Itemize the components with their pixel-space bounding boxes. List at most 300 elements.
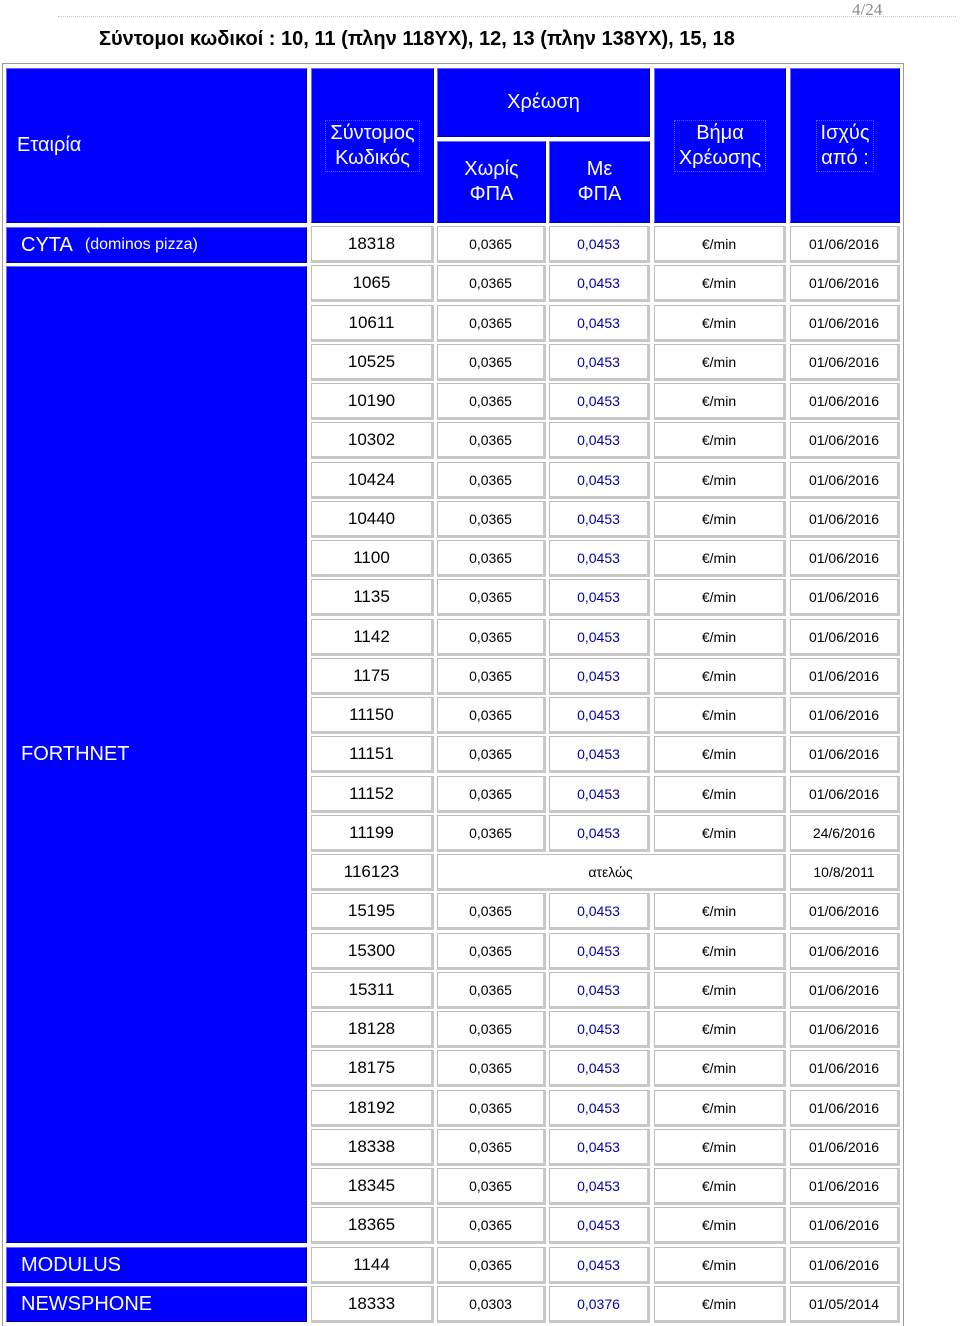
row-charge-with-vat [549,972,650,1009]
company-newsphone-label: NEWSPHONE [21,1292,153,1315]
row-code-text: 1065 [352,272,391,292]
row-charge-with-vat [549,736,650,773]
row-charge-no-vat-text: 0,0303 [469,1295,512,1312]
row-valid-from-text: 01/06/2016 [808,1059,880,1076]
row-charge-no-vat [437,658,546,695]
row-valid-from-text: 01/06/2016 [808,1020,880,1037]
row-charge-with-vat-text: 0,0453 [577,353,620,370]
row-charge-with-vat [549,579,650,616]
row-charge-with-vat-text: 0,0453 [577,902,620,919]
row-charge-step [654,658,786,695]
row-charge-no-vat-text: 0,0365 [469,824,512,841]
row-valid-from-text: 01/06/2016 [808,549,880,566]
row-charge-with-vat-text: 0,0453 [577,1138,620,1155]
row-charge-step-text: €/min [701,785,737,802]
row-charge-with-vat [549,1207,650,1244]
company-modulus-label: MODULUS [21,1253,122,1276]
row-charge-step [654,540,786,577]
row-code-text: 15300 [347,940,396,960]
row-charge-step-text: €/min [701,314,737,331]
row-charge-step [654,815,786,852]
row-charge-step-text: €/min [701,1216,737,1233]
row-charge-no-vat-text: 0,0365 [469,1138,512,1155]
row-charge-step-text: €/min [701,392,737,409]
row-charge-step [654,462,786,499]
row-charge-with-vat [549,776,650,813]
row-charge-step [654,305,786,342]
row-charge-with-vat [549,305,650,342]
row-code [311,540,434,577]
row-code [311,933,434,970]
row-charge-no-vat [437,344,546,381]
row-charge-with-vat [549,383,650,420]
row-charge-with-vat-text: 0,0453 [577,706,620,723]
row-charge-with-vat [549,344,650,381]
row-code-text: 18192 [347,1097,396,1117]
row-charge-step [654,501,786,538]
row-valid-from [790,815,900,852]
row-charge-no-vat-text: 0,0365 [469,785,512,802]
row-code-text: 18345 [347,1175,396,1195]
row-charge-with-vat-text: 0,0453 [577,471,620,488]
row-charge-step [654,1050,786,1087]
row-charge-step-text: €/min [701,1020,737,1037]
row-valid-from-text: 24/6/2016 [812,824,876,841]
row-charge-step-text: €/min [701,235,737,252]
row-charge-step [654,619,786,656]
row-charge-step-text: €/min [701,1256,737,1273]
row-valid-from [790,462,900,499]
row-charge-no-vat [437,1286,546,1323]
row-charge-no-vat-text: 0,0365 [469,942,512,959]
row-charge-step-text: €/min [701,824,737,841]
row-charge-step [654,1207,786,1244]
company-forthnet [6,266,307,1243]
header-code-line1: Σύντομος [330,121,415,144]
row-code-text: 18128 [347,1018,396,1038]
row-valid-from-text: 01/06/2016 [808,1256,880,1273]
row-charge-with-vat [549,1286,650,1323]
row-valid-from [790,933,900,970]
row-code [311,658,434,695]
row-valid-from [790,1011,900,1048]
row-charge-no-vat-text: 0,0365 [469,667,512,684]
row-charge-step-text: €/min [701,1177,737,1194]
row-valid-from-text: 01/06/2016 [808,628,880,645]
row-valid-from-text: 01/06/2016 [808,1177,880,1194]
header-charge-label: Χρέωση [507,91,580,113]
row-charge-step [654,422,786,459]
row-charge-with-vat [549,462,650,499]
row-charge-step-text: €/min [701,667,737,684]
row-charge-step [654,226,786,263]
row-charge-step-text: €/min [701,588,737,605]
row-charge-no-vat [437,265,546,302]
row-charge-no-vat [437,893,546,930]
row-charge-no-vat-text: 0,0365 [469,1059,512,1076]
row-valid-from [790,422,900,459]
row-valid-from-text: 01/06/2016 [808,981,880,998]
row-charge-no-vat-text: 0,0365 [469,902,512,919]
row-code [311,893,434,930]
row-code-text: 10440 [347,508,396,528]
row-charge-no-vat-text: 0,0365 [469,1216,512,1233]
row-code-text: 1142 [353,626,390,646]
row-code [311,776,434,813]
row-charge-step [654,1011,786,1048]
row-charge-with-vat [549,815,650,852]
row-valid-from-text: 01/06/2016 [808,706,880,723]
row-valid-from [790,736,900,773]
row-charge-step [654,1286,786,1323]
row-charge-no-vat-text: 0,0365 [469,706,512,723]
row-charge-with-vat-text: 0,0453 [577,588,620,605]
row-code [311,462,434,499]
row-code [311,1129,434,1166]
row-charge-no-vat-text: 0,0365 [469,392,512,409]
row-charge-with-vat [549,1247,650,1284]
row-charge-no-vat [437,697,546,734]
row-charge-no-vat [437,776,546,813]
row-code [311,344,434,381]
row-charge-step-text: €/min [701,1295,737,1312]
row-valid-from [790,697,900,734]
row-charge-no-vat-text: 0,0365 [469,981,512,998]
row-charge-no-vat [437,736,546,773]
row-charge-no-vat [437,619,546,656]
row-code-text: 18338 [347,1136,396,1156]
row-valid-from [790,383,900,420]
row-charge-no-vat-text: 0,0365 [469,588,512,605]
row-valid-from-text: 01/06/2016 [808,471,880,488]
row-charge-step [654,1090,786,1127]
row-charge-no-vat-text: 0,0365 [469,510,512,527]
row-code [311,579,434,616]
row-charge-step [654,265,786,302]
row-code [311,383,434,420]
row-valid-from-text: 01/06/2016 [808,942,880,959]
row-charge-no-vat-text: 0,0365 [469,1020,512,1037]
row-valid-from [790,1207,900,1244]
row-code-text: 11199 [349,822,394,842]
row-code [311,226,434,263]
row-charge-step-text: €/min [701,745,737,762]
row-charge-no-vat-text: 0,0365 [469,235,512,252]
row-charge-step [654,697,786,734]
header-no-vat-line1: Χωρίς [464,158,519,180]
row-charge-step-text: €/min [701,353,737,370]
page-number: 4/24 [852,0,883,19]
row-code-text: 15195 [347,900,396,920]
row-code [311,1050,434,1087]
header-valid-from [790,68,900,223]
row-valid-from-text: 01/06/2016 [808,785,880,802]
row-code [311,1168,434,1205]
row-charge-step [654,344,786,381]
row-charge-with-vat [549,697,650,734]
row-valid-from-text: 01/06/2016 [808,745,880,762]
row-charge-step-text: €/min [701,471,737,488]
row-charge-with-vat-text: 0,0453 [577,628,620,645]
row-valid-from-text: 01/06/2016 [808,1138,880,1155]
company-cyta-label: CYTA [21,233,73,256]
row-code [311,1011,434,1048]
row-charge-with-vat [549,1050,650,1087]
row-charge-step [654,1247,786,1284]
header-step-line1: Βήμα [696,121,744,144]
row-charge-step [654,972,786,1009]
row-valid-from [790,854,900,891]
row-code [311,265,434,302]
row-valid-from-text: 01/05/2014 [808,1295,880,1312]
row-code-text: 10424 [347,469,396,489]
row-valid-from [790,1129,900,1166]
row-charge-with-vat-text: 0,0453 [577,1059,620,1076]
row-valid-from [790,501,900,538]
row-code [311,1090,434,1127]
row-charge-with-vat [549,1168,650,1205]
row-charge-step-text: €/min [701,274,737,291]
company-modulus [6,1247,307,1283]
row-code [311,972,434,1009]
header-valid-line1: Ισχύς [820,121,870,144]
row-charge-step [654,893,786,930]
row-charge-no-vat [437,305,546,342]
row-valid-from [790,1168,900,1205]
row-charge-no-vat [437,462,546,499]
row-charge-no-vat [437,1011,546,1048]
row-valid-from [790,579,900,616]
row-code-text: 116123 [343,861,400,881]
row-charge-no-vat-text: 0,0365 [469,1099,512,1116]
row-valid-from-text: 01/06/2016 [808,902,880,919]
row-charge-with-vat [549,1129,650,1166]
row-valid-from [790,619,900,656]
row-charge-with-vat-text: 0,0453 [577,745,620,762]
header-with-vat [549,141,650,223]
row-code-text: 1100 [353,547,390,567]
row-charge-with-vat-text: 0,0453 [577,392,620,409]
row-charge-with-vat-text: 0,0453 [577,510,620,527]
company-cyta-note: (dominos pizza) [84,236,198,253]
row-charge-with-vat-text: 0,0453 [577,785,620,802]
row-charge-with-vat [549,501,650,538]
row-valid-from-text: 01/06/2016 [808,1099,880,1116]
row-charge-no-vat [437,972,546,1009]
row-valid-from [790,540,900,577]
row-charge-no-vat [437,1090,546,1127]
row-charge-step-text: €/min [701,706,737,723]
row-charge-no-vat-text: 0,0365 [469,274,512,291]
header-company [6,68,307,223]
row-charge-step-text: €/min [701,1138,737,1155]
header-company-label: Εταιρία [17,134,82,156]
row-valid-from [790,972,900,1009]
row-valid-from [790,1090,900,1127]
row-charge-with-vat [549,1090,650,1127]
row-code-text: 1144 [353,1254,390,1274]
header-step [654,68,786,223]
row-charge-step [654,933,786,970]
row-charge-with-vat [549,933,650,970]
row-code [311,1286,434,1323]
row-code [311,854,434,891]
row-charge-step [654,1129,786,1166]
row-charge-step [654,1168,786,1205]
row-charge-with-vat-text: 0,0453 [577,314,620,331]
row-charge-with-vat-text: 0,0376 [577,1295,620,1312]
row-valid-from [790,265,900,302]
row-charge-with-vat [549,1011,650,1048]
row-code-text: 1135 [353,586,390,606]
row-valid-from-text: 01/06/2016 [808,314,880,331]
row-valid-from [790,344,900,381]
header-valid-line2: από : [821,146,869,169]
row-charge-with-vat-text: 0,0453 [577,1020,620,1037]
row-code-text: 18333 [347,1293,396,1313]
row-valid-from-text: 01/06/2016 [808,353,880,370]
row-charge-step-text: €/min [701,549,737,566]
row-charge-no-vat [437,540,546,577]
row-free-charge-text: ατελώς [588,863,633,880]
row-charge-with-vat [549,265,650,302]
row-code-text: 11151 [349,743,394,763]
row-valid-from [790,305,900,342]
header-code [311,68,434,223]
company-cyta [6,227,307,263]
row-code-text: 10611 [348,312,395,332]
row-charge-with-vat [549,540,650,577]
row-valid-from [790,1247,900,1284]
row-charge-with-vat-text: 0,0453 [577,431,620,448]
row-code-text: 18365 [347,1214,396,1234]
row-charge-with-vat [549,658,650,695]
row-charge-step [654,383,786,420]
row-charge-no-vat [437,933,546,970]
row-charge-no-vat [437,383,546,420]
row-charge-step-text: €/min [701,1059,737,1076]
row-charge-step-text: €/min [701,942,737,959]
row-charge-step-text: €/min [701,628,737,645]
row-valid-from-text: 01/06/2016 [808,588,880,605]
row-charge-no-vat [437,1247,546,1284]
row-valid-from [790,893,900,930]
row-charge-with-vat [549,226,650,263]
row-code [311,1207,434,1244]
row-code [311,697,434,734]
row-charge-no-vat-text: 0,0365 [469,471,512,488]
row-charge-step [654,776,786,813]
row-valid-from [790,658,900,695]
row-charge-no-vat-text: 0,0365 [469,1177,512,1194]
row-charge-step-text: €/min [701,981,737,998]
row-charge-with-vat-text: 0,0453 [577,667,620,684]
row-charge-with-vat-text: 0,0453 [577,1216,620,1233]
row-charge-no-vat [437,226,546,263]
row-valid-from-text: 01/06/2016 [808,510,880,527]
row-charge-with-vat-text: 0,0453 [577,1256,620,1273]
row-charge-no-vat [437,815,546,852]
row-code-text: 10302 [347,429,396,449]
row-code [311,619,434,656]
row-charge-no-vat-text: 0,0365 [469,353,512,370]
row-valid-from-text: 01/06/2016 [808,431,880,448]
company-forthnet-label: FORTHNET [21,743,130,765]
row-code [311,815,434,852]
row-code-text: 11150 [349,704,394,724]
row-charge-with-vat-text: 0,0453 [577,1099,620,1116]
row-charge-with-vat-text: 0,0453 [577,274,620,291]
header-with-vat-line2: ΦΠΑ [577,183,622,205]
row-code-text: 10190 [347,390,396,410]
row-charge-no-vat-text: 0,0365 [469,314,512,331]
row-charge-no-vat [437,1168,546,1205]
header-code-line2: Κωδικός [335,146,410,169]
row-charge-with-vat [549,422,650,459]
row-charge-no-vat [437,501,546,538]
row-free-charge [437,854,786,891]
row-code-text: 15311 [348,979,395,999]
row-code-text: 11152 [349,783,394,803]
row-charge-step-text: €/min [701,510,737,527]
row-code [311,422,434,459]
row-code [311,1247,434,1284]
row-charge-no-vat-text: 0,0365 [469,431,512,448]
row-charge-step [654,579,786,616]
row-valid-from-text: 01/06/2016 [808,274,880,291]
row-charge-no-vat-text: 0,0365 [469,549,512,566]
row-valid-from-text: 01/06/2016 [808,667,880,684]
row-valid-from [790,1050,900,1087]
row-valid-from-text: 01/06/2016 [808,392,880,409]
row-valid-from [790,226,900,263]
row-code-text: 1175 [353,665,390,685]
header-rule [58,16,956,17]
header-charge [437,68,650,137]
row-code-text: 18318 [347,233,396,253]
row-charge-with-vat-text: 0,0453 [577,824,620,841]
row-valid-from-text: 10/8/2011 [813,863,875,880]
row-code-text: 10525 [347,351,396,371]
row-code-text: 18175 [347,1057,396,1077]
header-with-vat-line1: Με [586,158,613,180]
row-charge-no-vat [437,1050,546,1087]
row-charge-no-vat-text: 0,0365 [469,745,512,762]
row-charge-step [654,736,786,773]
header-no-vat-line2: ΦΠΑ [469,183,514,205]
header-no-vat [437,141,546,223]
row-code [311,305,434,342]
row-charge-no-vat [437,1129,546,1166]
row-valid-from [790,1286,900,1323]
row-charge-with-vat-text: 0,0453 [577,1177,620,1194]
row-charge-no-vat [437,579,546,616]
header-step-line2: Χρέωσης [678,146,762,169]
row-charge-with-vat [549,893,650,930]
row-valid-from-text: 01/06/2016 [808,235,880,252]
row-charge-step-text: €/min [701,902,737,919]
row-charge-no-vat [437,1207,546,1244]
row-code [311,736,434,773]
row-valid-from [790,776,900,813]
row-charge-no-vat-text: 0,0365 [469,628,512,645]
row-charge-step-text: €/min [701,431,737,448]
row-charge-with-vat [549,619,650,656]
row-charge-step-text: €/min [701,1099,737,1116]
row-charge-with-vat-text: 0,0453 [577,549,620,566]
row-valid-from-text: 01/06/2016 [808,1216,880,1233]
row-charge-with-vat-text: 0,0453 [577,235,620,252]
